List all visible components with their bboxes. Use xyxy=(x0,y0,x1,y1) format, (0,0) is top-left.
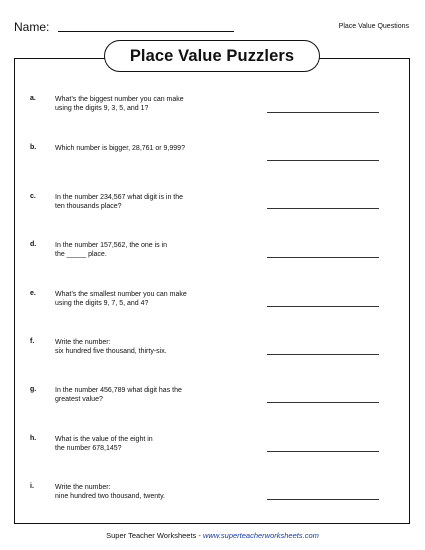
question-b xyxy=(30,144,390,174)
question-line-1: What’s the biggest number you can make xyxy=(55,96,184,103)
question-letter: i. xyxy=(30,483,34,490)
question-letter: b. xyxy=(30,144,37,151)
question-a xyxy=(30,95,390,125)
question-line-1: Which number is bigger, 28,761 or 9,999? xyxy=(55,145,185,152)
answer-line-e[interactable] xyxy=(267,306,379,307)
question-line-2: using the digits 9, 3, 5, and 1? xyxy=(55,105,149,112)
footer-url-link[interactable]: www.superteacherworksheets.com xyxy=(202,531,319,540)
question-line-2: the number 678,145? xyxy=(55,445,122,452)
name-input-line[interactable] xyxy=(58,31,234,32)
answer-line-d[interactable] xyxy=(267,257,379,258)
question-line-1: In the number 234,567 what digit is in the xyxy=(55,194,184,201)
question-text xyxy=(55,193,255,211)
question-e xyxy=(30,290,390,320)
question-line-1: What is the value of the eight in xyxy=(55,436,153,443)
name-label: Name: xyxy=(14,20,50,34)
answer-line-h[interactable] xyxy=(267,451,379,452)
question-letter: c. xyxy=(30,193,36,200)
question-letter: h. xyxy=(30,435,37,442)
question-letter: d. xyxy=(30,241,37,248)
question-i xyxy=(30,483,390,513)
answer-line-a[interactable] xyxy=(267,112,379,113)
answer-line-f[interactable] xyxy=(267,354,379,355)
question-text xyxy=(55,483,255,501)
question-letter: a. xyxy=(30,95,36,102)
question-text xyxy=(55,241,255,259)
footer xyxy=(0,531,425,540)
question-line-1: Write the number: xyxy=(55,339,111,346)
worksheet-type-label: Place Value Questions xyxy=(338,23,409,30)
question-text xyxy=(55,95,255,113)
question-d xyxy=(30,241,390,271)
question-line-2: greatest value? xyxy=(55,396,103,403)
question-letter: g. xyxy=(30,386,37,393)
question-letter: e. xyxy=(30,290,36,297)
question-line-1: In the number 157,562, the one is in xyxy=(55,242,168,249)
question-f xyxy=(30,338,390,368)
question-line-2: ten thousands place? xyxy=(55,203,122,210)
question-text xyxy=(55,144,255,153)
question-line-2: using the digits 9, 7, 5, and 4? xyxy=(55,300,149,307)
question-g xyxy=(30,386,390,416)
question-line-2: nine hundred two thousand, twenty. xyxy=(55,493,166,500)
footer-site-name: Super Teacher Worksheets - xyxy=(106,531,203,540)
question-line-1: What’s the smallest number you can make xyxy=(55,291,187,298)
answer-line-c[interactable] xyxy=(267,208,379,209)
question-text xyxy=(55,386,255,404)
question-h xyxy=(30,435,390,465)
question-text xyxy=(55,290,255,308)
question-line-2: the _____ place. xyxy=(55,251,107,258)
answer-line-b[interactable] xyxy=(267,160,379,161)
answer-line-i[interactable] xyxy=(267,499,379,500)
question-c xyxy=(30,193,390,223)
question-line-1: Write the number: xyxy=(55,484,111,491)
question-text xyxy=(55,435,255,453)
question-line-2: six hundred five thousand, thirty-six. xyxy=(55,348,167,355)
worksheet-title: Place Value Puzzlers xyxy=(104,40,320,72)
question-text xyxy=(55,338,255,356)
answer-line-g[interactable] xyxy=(267,402,379,403)
question-letter: f. xyxy=(30,338,35,345)
question-line-1: In the number 456,789 what digit has the xyxy=(55,387,182,394)
